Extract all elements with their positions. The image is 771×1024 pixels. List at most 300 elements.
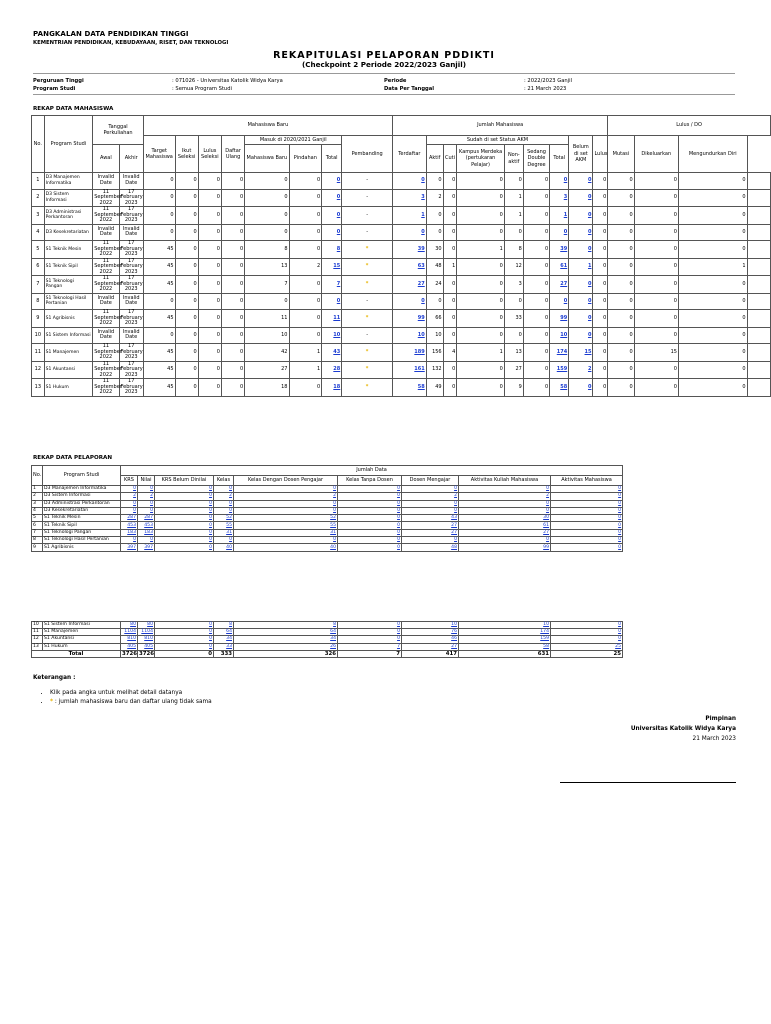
cell-akm[interactable] xyxy=(459,529,551,536)
detail-link[interactable]: 64 xyxy=(330,629,336,635)
detail-link[interactable]: 43 xyxy=(451,515,457,521)
detail-link[interactable]: 0 xyxy=(618,493,622,499)
cell-tanpa[interactable] xyxy=(338,643,402,650)
cell-total2[interactable] xyxy=(550,224,569,241)
cell-kelas[interactable] xyxy=(214,500,234,507)
cell-total2[interactable] xyxy=(550,207,569,225)
cell-belum[interactable] xyxy=(155,629,214,636)
cell-akm[interactable] xyxy=(459,522,551,529)
cell-total[interactable] xyxy=(322,293,342,310)
cell-akm[interactable] xyxy=(459,629,551,636)
cell-dosen[interactable] xyxy=(402,493,459,500)
cell-kelas[interactable] xyxy=(214,486,234,493)
detail-link[interactable]: 0 xyxy=(587,245,592,252)
detail-link[interactable]: 10 xyxy=(543,622,549,628)
detail-link[interactable]: 8 xyxy=(229,622,232,628)
cell-terdaftar[interactable] xyxy=(392,189,426,207)
detail-link[interactable]: 39 xyxy=(560,245,568,252)
cell-nilai[interactable] xyxy=(138,500,155,507)
detail-link[interactable]: 25 xyxy=(615,643,621,649)
cell-kelas[interactable] xyxy=(214,629,234,636)
detail-link[interactable]: 3 xyxy=(563,194,568,200)
cell-tanpa[interactable] xyxy=(338,486,402,493)
cell-nilai[interactable] xyxy=(138,629,155,636)
detail-link[interactable]: 80 xyxy=(147,622,153,628)
detail-link[interactable]: 2 xyxy=(587,366,592,372)
detail-link[interactable]: 0 xyxy=(209,629,212,635)
detail-link[interactable]: 0 xyxy=(546,486,549,492)
cell-belum[interactable] xyxy=(155,537,214,544)
detail-link[interactable]: 0 xyxy=(546,508,549,514)
cell-belum[interactable] xyxy=(569,379,593,397)
detail-link[interactable]: 2 xyxy=(546,493,549,499)
cell-dosen[interactable] xyxy=(402,537,459,544)
cell-am[interactable] xyxy=(551,643,623,650)
detail-link[interactable]: 52 xyxy=(330,515,336,521)
detail-link[interactable]: 0 xyxy=(209,522,212,528)
cell-kelas[interactable] xyxy=(214,507,234,514)
detail-link[interactable]: 61 xyxy=(560,263,568,269)
detail-link[interactable]: 28 xyxy=(333,366,341,372)
detail-link[interactable]: 40 xyxy=(330,544,336,550)
cell-nilai[interactable] xyxy=(138,544,155,551)
cell-belum[interactable] xyxy=(155,486,214,493)
detail-link[interactable]: 0 xyxy=(397,493,400,499)
detail-link[interactable]: 0 xyxy=(587,331,592,338)
cell-kelas[interactable] xyxy=(214,515,234,522)
detail-link[interactable]: 397 xyxy=(144,544,153,550)
detail-link[interactable]: 0 xyxy=(587,383,592,390)
cell-belum[interactable] xyxy=(569,189,593,207)
cell-terdaftar[interactable] xyxy=(392,327,426,344)
cell-dengan[interactable] xyxy=(234,537,338,544)
cell-dosen[interactable] xyxy=(402,529,459,536)
detail-link[interactable]: 0 xyxy=(397,515,400,521)
cell-nilai[interactable] xyxy=(138,515,155,522)
detail-link[interactable]: 0 xyxy=(454,508,457,514)
detail-link[interactable]: 64 xyxy=(226,629,232,635)
cell-am[interactable] xyxy=(551,493,623,500)
cell-kelas[interactable] xyxy=(214,636,234,643)
detail-link[interactable]: 0 xyxy=(397,486,400,492)
cell-nilai[interactable] xyxy=(138,622,155,629)
cell-krs[interactable] xyxy=(121,515,138,522)
detail-link[interactable]: 15 xyxy=(333,263,341,269)
cell-nilai[interactable] xyxy=(138,507,155,514)
detail-link[interactable]: 10 xyxy=(451,622,457,628)
cell-dengan[interactable] xyxy=(234,643,338,650)
cell-belum[interactable] xyxy=(155,643,214,650)
detail-link[interactable]: 0 xyxy=(209,529,212,535)
detail-link[interactable]: 0 xyxy=(209,643,212,649)
cell-total2[interactable] xyxy=(550,310,569,328)
cell-total[interactable] xyxy=(322,310,342,328)
detail-link[interactable]: 0 xyxy=(333,537,336,543)
detail-link[interactable]: 0 xyxy=(421,297,425,304)
detail-link[interactable]: 99 xyxy=(543,544,549,550)
cell-belum[interactable] xyxy=(155,515,214,522)
cell-belum[interactable] xyxy=(569,310,593,328)
detail-link[interactable]: 0 xyxy=(587,280,592,287)
detail-link[interactable]: 0 xyxy=(587,177,592,183)
cell-tanpa[interactable] xyxy=(338,544,402,551)
detail-link[interactable]: 55 xyxy=(330,522,336,528)
detail-link[interactable]: 27 xyxy=(451,522,457,528)
cell-kelas[interactable] xyxy=(214,643,234,650)
detail-link[interactable]: 0 xyxy=(336,194,341,200)
cell-dengan[interactable] xyxy=(234,544,338,551)
detail-link[interactable]: 58 xyxy=(560,383,568,390)
detail-link[interactable]: 0 xyxy=(618,622,621,628)
detail-link[interactable]: 0 xyxy=(209,544,212,550)
cell-belum[interactable] xyxy=(569,361,593,379)
detail-link[interactable]: 0 xyxy=(209,486,212,492)
cell-am[interactable] xyxy=(551,529,623,536)
cell-krs[interactable] xyxy=(121,493,138,500)
detail-link[interactable]: 27 xyxy=(451,643,457,649)
detail-link[interactable]: 0 xyxy=(397,529,400,535)
detail-link[interactable]: 159 xyxy=(540,636,549,642)
detail-link[interactable]: 34 xyxy=(226,636,232,642)
detail-link[interactable]: 0 xyxy=(150,537,153,543)
cell-dengan[interactable] xyxy=(234,522,338,529)
detail-link[interactable]: 0 xyxy=(563,228,568,235)
detail-link[interactable]: 0 xyxy=(454,486,457,492)
detail-link[interactable]: 0 xyxy=(587,297,592,304)
cell-terdaftar[interactable] xyxy=(392,173,426,190)
cell-akm[interactable] xyxy=(459,636,551,643)
detail-link[interactable]: 99 xyxy=(560,314,568,321)
detail-link[interactable]: 27 xyxy=(417,280,425,287)
detail-link[interactable]: 0 xyxy=(336,177,341,183)
detail-link[interactable]: 1 xyxy=(587,263,592,269)
detail-link[interactable]: 58 xyxy=(543,643,549,649)
cell-nilai[interactable] xyxy=(138,522,155,529)
cell-tanpa[interactable] xyxy=(338,622,402,629)
detail-link[interactable]: 76 xyxy=(451,629,457,635)
detail-link[interactable]: 8 xyxy=(336,245,341,252)
detail-link[interactable]: 0 xyxy=(150,500,153,506)
cell-akm[interactable] xyxy=(459,507,551,514)
detail-link[interactable]: 39 xyxy=(417,245,425,252)
cell-akm[interactable] xyxy=(459,500,551,507)
cell-total[interactable] xyxy=(322,344,342,362)
cell-am[interactable] xyxy=(551,622,623,629)
detail-link[interactable]: 43 xyxy=(333,348,341,355)
cell-akm[interactable] xyxy=(459,515,551,522)
cell-total[interactable] xyxy=(322,276,342,294)
detail-link[interactable]: 31 xyxy=(226,529,232,535)
cell-krs[interactable] xyxy=(121,643,138,650)
cell-kelas[interactable] xyxy=(214,529,234,536)
cell-kelas[interactable] xyxy=(214,522,234,529)
cell-dosen[interactable] xyxy=(402,515,459,522)
cell-dosen[interactable] xyxy=(402,629,459,636)
detail-link[interactable]: 0 xyxy=(618,537,622,543)
detail-link[interactable]: 0 xyxy=(209,500,212,506)
cell-krs[interactable] xyxy=(121,537,138,544)
cell-akm[interactable] xyxy=(459,544,551,551)
detail-link[interactable]: 7 xyxy=(397,643,400,649)
cell-terdaftar[interactable] xyxy=(392,344,426,362)
detail-link[interactable]: 1104 xyxy=(124,629,136,635)
cell-dosen[interactable] xyxy=(402,636,459,643)
cell-total[interactable] xyxy=(322,379,342,397)
detail-link[interactable]: 287 xyxy=(127,515,136,521)
cell-nilai[interactable] xyxy=(138,493,155,500)
detail-link[interactable]: 0 xyxy=(333,508,336,514)
cell-dengan[interactable] xyxy=(234,629,338,636)
cell-krs[interactable] xyxy=(121,522,138,529)
detail-link[interactable]: 453 xyxy=(144,522,153,528)
detail-link[interactable]: 0 xyxy=(618,500,622,506)
cell-dosen[interactable] xyxy=(402,544,459,551)
cell-dengan[interactable] xyxy=(234,486,338,493)
detail-link[interactable]: 0 xyxy=(333,500,336,506)
cell-dengan[interactable] xyxy=(234,529,338,536)
detail-link[interactable]: 10 xyxy=(333,331,341,338)
detail-link[interactable]: 174 xyxy=(540,629,549,635)
detail-link[interactable]: 0 xyxy=(133,537,136,543)
detail-link[interactable]: 46 xyxy=(451,636,457,642)
detail-link[interactable]: 0 xyxy=(421,228,425,235)
detail-link[interactable]: 0 xyxy=(229,537,232,543)
cell-nilai[interactable] xyxy=(138,486,155,493)
detail-link[interactable]: 0 xyxy=(618,522,622,528)
cell-belum[interactable] xyxy=(569,173,593,190)
cell-belum[interactable] xyxy=(155,636,214,643)
cell-belum[interactable] xyxy=(155,500,214,507)
cell-am[interactable] xyxy=(551,486,623,493)
cell-am[interactable] xyxy=(551,537,623,544)
detail-link[interactable]: 34 xyxy=(330,636,336,642)
detail-link[interactable]: 10 xyxy=(417,331,425,338)
cell-dosen[interactable] xyxy=(402,622,459,629)
detail-link[interactable]: 287 xyxy=(144,515,153,521)
detail-link[interactable]: 0 xyxy=(133,500,136,506)
detail-link[interactable]: 0 xyxy=(333,486,336,492)
detail-link[interactable]: 0 xyxy=(209,493,212,499)
detail-link[interactable]: 0 xyxy=(587,228,592,235)
detail-link[interactable]: 397 xyxy=(127,544,136,550)
cell-total2[interactable] xyxy=(550,293,569,310)
detail-link[interactable]: 61 xyxy=(543,522,549,528)
cell-nilai[interactable] xyxy=(138,537,155,544)
cell-total2[interactable] xyxy=(550,361,569,379)
cell-total[interactable] xyxy=(322,173,342,190)
detail-link[interactable]: 0 xyxy=(454,537,457,543)
detail-link[interactable]: 0 xyxy=(618,515,622,521)
detail-link[interactable]: 161 xyxy=(414,366,425,372)
detail-link[interactable]: 0 xyxy=(587,194,592,200)
detail-link[interactable]: 11 xyxy=(333,314,341,321)
detail-link[interactable]: 0 xyxy=(397,537,400,543)
cell-dengan[interactable] xyxy=(234,507,338,514)
cell-krs[interactable] xyxy=(121,529,138,536)
detail-link[interactable]: 2 xyxy=(454,493,457,499)
detail-link[interactable]: 31 xyxy=(330,529,336,535)
detail-link[interactable]: 0 xyxy=(397,500,400,506)
detail-link[interactable]: 0 xyxy=(229,508,232,514)
detail-link[interactable]: 0 xyxy=(454,500,457,506)
cell-terdaftar[interactable] xyxy=(392,293,426,310)
detail-link[interactable]: 0 xyxy=(546,500,549,506)
detail-link[interactable]: 0 xyxy=(563,177,568,183)
cell-total2[interactable] xyxy=(550,258,569,276)
cell-terdaftar[interactable] xyxy=(392,361,426,379)
detail-link[interactable]: 0 xyxy=(546,537,549,543)
detail-link[interactable]: 0 xyxy=(618,544,622,550)
cell-belum[interactable] xyxy=(569,241,593,259)
cell-am[interactable] xyxy=(551,515,623,522)
cell-belum[interactable] xyxy=(569,276,593,294)
detail-link[interactable]: 159 xyxy=(556,366,568,372)
detail-link[interactable]: 2 xyxy=(229,493,232,499)
cell-am[interactable] xyxy=(551,507,623,514)
detail-link[interactable]: 0 xyxy=(336,211,341,218)
cell-belum[interactable] xyxy=(155,622,214,629)
cell-total2[interactable] xyxy=(550,379,569,397)
detail-link[interactable]: 174 xyxy=(556,348,568,355)
detail-link[interactable]: 0 xyxy=(397,636,400,642)
cell-dengan[interactable] xyxy=(234,500,338,507)
cell-am[interactable] xyxy=(551,500,623,507)
detail-link[interactable]: 453 xyxy=(127,522,136,528)
cell-total[interactable] xyxy=(322,189,342,207)
detail-link[interactable]: 1 xyxy=(563,211,568,218)
cell-belum[interactable] xyxy=(155,544,214,551)
cell-dosen[interactable] xyxy=(402,500,459,507)
cell-dosen[interactable] xyxy=(402,486,459,493)
cell-am[interactable] xyxy=(551,522,623,529)
cell-dosen[interactable] xyxy=(402,522,459,529)
cell-terdaftar[interactable] xyxy=(392,379,426,397)
cell-am[interactable] xyxy=(551,629,623,636)
detail-link[interactable]: 0 xyxy=(587,211,592,218)
detail-link[interactable]: 0 xyxy=(587,314,592,321)
detail-link[interactable]: 2 xyxy=(333,493,336,499)
cell-total2[interactable] xyxy=(550,276,569,294)
cell-tanpa[interactable] xyxy=(338,537,402,544)
detail-link[interactable]: 52 xyxy=(226,515,232,521)
detail-link[interactable]: 58 xyxy=(417,383,425,390)
detail-link[interactable]: 55 xyxy=(226,522,232,528)
detail-link[interactable]: 18 xyxy=(333,383,341,390)
cell-tanpa[interactable] xyxy=(338,529,402,536)
detail-link[interactable]: 0 xyxy=(397,622,400,628)
detail-link[interactable]: 15 xyxy=(584,348,592,355)
cell-akm[interactable] xyxy=(459,643,551,650)
detail-link[interactable]: 0 xyxy=(618,508,622,514)
detail-link[interactable]: 0 xyxy=(150,508,153,514)
detail-link[interactable]: 8 xyxy=(333,622,336,628)
detail-link[interactable]: 0 xyxy=(229,486,232,492)
detail-link[interactable]: 0 xyxy=(209,636,212,642)
detail-link[interactable]: 33 xyxy=(226,643,232,649)
cell-dengan[interactable] xyxy=(234,515,338,522)
cell-belum[interactable] xyxy=(569,293,593,310)
detail-link[interactable]: 1 xyxy=(421,211,425,218)
detail-link[interactable]: 0 xyxy=(133,508,136,514)
detail-link[interactable]: 0 xyxy=(336,297,341,304)
cell-belum[interactable] xyxy=(569,207,593,225)
detail-link[interactable]: 2 xyxy=(133,493,136,499)
cell-terdaftar[interactable] xyxy=(392,207,426,225)
detail-link[interactable]: 63 xyxy=(417,263,425,269)
detail-link[interactable]: 10 xyxy=(560,331,568,338)
cell-belum[interactable] xyxy=(155,493,214,500)
detail-link[interactable]: 0 xyxy=(618,486,622,492)
cell-tanpa[interactable] xyxy=(338,522,402,529)
detail-link[interactable]: 0 xyxy=(150,486,153,492)
detail-link[interactable]: 0 xyxy=(229,500,232,506)
detail-link[interactable]: 3 xyxy=(421,194,425,200)
cell-terdaftar[interactable] xyxy=(392,258,426,276)
cell-dosen[interactable] xyxy=(402,643,459,650)
detail-link[interactable]: 0 xyxy=(618,636,621,642)
cell-total2[interactable] xyxy=(550,189,569,207)
detail-link[interactable]: 27 xyxy=(560,280,568,287)
detail-link[interactable]: 7 xyxy=(336,280,341,287)
detail-link[interactable]: 810 xyxy=(144,636,153,642)
detail-link[interactable]: 0 xyxy=(209,508,212,514)
cell-total2[interactable] xyxy=(550,173,569,190)
detail-link[interactable]: 810 xyxy=(127,636,136,642)
cell-total[interactable] xyxy=(322,241,342,259)
cell-tanpa[interactable] xyxy=(338,636,402,643)
cell-nilai[interactable] xyxy=(138,643,155,650)
cell-kelas[interactable] xyxy=(214,493,234,500)
detail-link[interactable]: 0 xyxy=(133,486,136,492)
cell-dengan[interactable] xyxy=(234,622,338,629)
detail-link[interactable]: 0 xyxy=(397,544,400,550)
detail-link[interactable]: 0 xyxy=(209,622,212,628)
detail-link[interactable]: 0 xyxy=(563,297,568,304)
cell-tanpa[interactable] xyxy=(338,507,402,514)
cell-terdaftar[interactable] xyxy=(392,310,426,328)
detail-link[interactable]: 0 xyxy=(209,537,212,543)
cell-krs[interactable] xyxy=(121,629,138,636)
cell-tanpa[interactable] xyxy=(338,515,402,522)
cell-akm[interactable] xyxy=(459,622,551,629)
detail-link[interactable]: 405 xyxy=(144,643,153,649)
detail-link[interactable]: 26 xyxy=(330,643,336,649)
cell-kelas[interactable] xyxy=(214,622,234,629)
cell-krs[interactable] xyxy=(121,636,138,643)
detail-link[interactable]: 1104 xyxy=(141,629,153,635)
cell-dengan[interactable] xyxy=(234,636,338,643)
cell-krs[interactable] xyxy=(121,507,138,514)
detail-link[interactable]: 0 xyxy=(397,522,400,528)
cell-akm[interactable] xyxy=(459,537,551,544)
cell-belum[interactable] xyxy=(569,327,593,344)
cell-kelas[interactable] xyxy=(214,544,234,551)
cell-belum[interactable] xyxy=(569,224,593,241)
cell-tanpa[interactable] xyxy=(338,500,402,507)
cell-total[interactable] xyxy=(322,207,342,225)
detail-link[interactable]: 0 xyxy=(397,629,400,635)
detail-link[interactable]: 0 xyxy=(618,529,622,535)
cell-krs[interactable] xyxy=(121,544,138,551)
cell-total[interactable] xyxy=(322,327,342,344)
cell-am[interactable] xyxy=(551,544,623,551)
detail-link[interactable]: 99 xyxy=(417,314,425,321)
cell-total[interactable] xyxy=(322,224,342,241)
detail-link[interactable]: 27 xyxy=(543,529,549,535)
detail-link[interactable]: 0 xyxy=(397,508,400,514)
detail-link[interactable]: 2 xyxy=(150,493,153,499)
cell-terdaftar[interactable] xyxy=(392,224,426,241)
